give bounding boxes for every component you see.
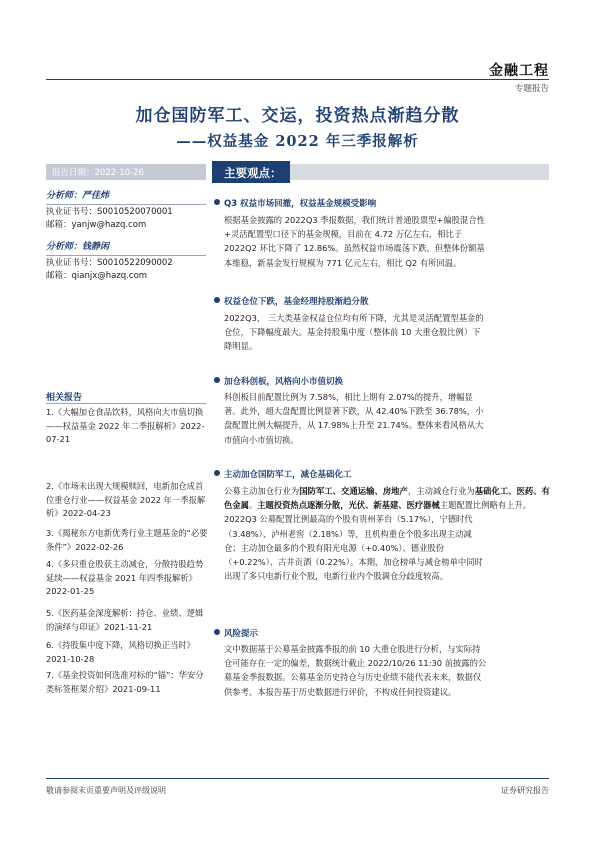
- body-line: 供参考。本报告基于历史数据进行评价，不构成任何投资建议。: [224, 686, 457, 697]
- body-line: 仓；主动加仓最多的个股有阳光电源（+0.40%）、德业股份: [224, 542, 444, 553]
- report-subtitle: ——权益基金 2022 年三季报解析: [176, 133, 419, 150]
- key-points-heading: [212, 161, 290, 183]
- bullet-icon: [214, 199, 220, 205]
- key-points-label: 主要观点：: [224, 166, 282, 180]
- section-heading-text: Q3 权益市场回撤，权益基金规模受影响: [224, 199, 377, 209]
- related-reports-title: 相关报告: [46, 393, 83, 403]
- body-line: 募基金季报数据。公募基金历史持仓与历史业绩不能代表未来，数据仅: [224, 672, 482, 683]
- body-line: 市值向小市值切换。: [224, 434, 299, 445]
- body-line: 盘配置比例大幅提升，从 17.98%上升至 21.74%。整体来看风格从大: [224, 420, 484, 431]
- brand-label: 金融工程: [489, 63, 549, 79]
- section-heading-text: 主动加仓国防军工，减仓基础化工: [224, 470, 352, 480]
- body-text: 公募主动加仓行业为: [224, 486, 300, 496]
- bullet-icon: [214, 297, 220, 303]
- date-bar: [46, 164, 206, 180]
- report-title: 加仓国防军工、交运，投资热点渐趋分散: [135, 106, 460, 126]
- body-line: 文中数据基于公募基金披露季报的前 10 大重仓股进行分析，与实际持: [224, 644, 481, 654]
- body-line: 本维稳，新基金发行规模为 771 亿元左右，相比 Q2 有所回温。: [224, 257, 462, 268]
- related-report-item[interactable]: 2.《市场未出现大规模赎回，电新加仓成首位重仓行业——权益基金 2022 年一季报解析》2022-04-23: [46, 481, 206, 519]
- bullet-icon: [214, 470, 220, 476]
- body-text: 。: [248, 500, 258, 511]
- analyst-name: 分析师：严佳炜: [46, 191, 110, 201]
- body-line: （+0.22%）、古井贡酒（0.22%）。本期，加仓榜单与减仓榜单中同时: [224, 557, 483, 568]
- analyst-divider: [46, 204, 206, 205]
- body-text: ，主动减仓行业为: [407, 486, 475, 496]
- body-line: 根据基金披露的 2022Q3 季报数据，我们统计普通股票型+偏股混合性: [224, 215, 485, 225]
- section-body: [224, 390, 550, 447]
- section-heading-text: 权益仓位下跌，基金经理持股渐趋分散: [224, 297, 369, 307]
- body-line: 仓位，下降幅度最大。基金持股集中度（整体前 10 大重仓股比例）下: [224, 327, 481, 338]
- related-report-item[interactable]: 7.《基金投资如何选准对标的“锚”：华安分类标签框架介绍》2021-09-11: [46, 670, 204, 694]
- body-line: 2022Q3 公募配置比例最高的个股有贵州茅台（5.17%），宁德时代: [224, 514, 473, 525]
- body-line: 2022Q2 环比下降了 12.86%。虽然权益市场震荡下跌，但整体份额基: [224, 243, 485, 254]
- analyst-email[interactable]: 邮箱：yanjw@hazq.com: [46, 220, 147, 230]
- footer-disclaimer[interactable]: 敬请参阅末页重要声明及评级说明: [46, 786, 166, 795]
- related-reports-divider: [46, 403, 206, 404]
- bullet-icon: [214, 629, 220, 635]
- footer-label: 证券研究报告: [501, 786, 549, 795]
- analyst-block-1: [46, 190, 206, 203]
- body-text: 主题配置比例略有上升。: [439, 500, 532, 511]
- analyst-cert: 执业证书号：S0010522090002: [46, 258, 173, 268]
- section-body: [224, 484, 550, 583]
- body-line: 降明显。: [224, 341, 258, 352]
- related-report-item[interactable]: 1.《大幅加仓食品饮料，风格向大市值切换——权益基金 2022 年二季报解析》2022-07-21: [46, 407, 205, 445]
- analyst-name: 分析师：钱静闲: [46, 242, 110, 252]
- section-body: [224, 311, 550, 354]
- section-heading: [214, 468, 352, 480]
- body-text-bold: 基础化工、医药、有色金属: [224, 486, 550, 511]
- related-report-item[interactable]: 5.《医药基金深度解析：持仓、业绩、逻辑的演绎与印证》2021-11-21: [46, 608, 204, 632]
- related-report-item[interactable]: 4.《多只重仓股获主动减仓，分散持股趋势延续——权益基金 2021 年四季报解析》2022-01-25: [46, 559, 204, 597]
- body-line: 著。此外，超大盘配置比例显著下跌，从 42.40%下跌至 36.78%，小: [224, 406, 484, 417]
- header-divider: [46, 79, 549, 80]
- analyst-cert: 执业证书号：S0010520070001: [46, 207, 173, 217]
- body-paragraph: [224, 484, 550, 512]
- related-report-item[interactable]: 3.《揭秘东方电新优秀行业主题基金的“必要条件”》2022-02-26: [46, 528, 208, 552]
- body-line: （3.48%）、泸州老窖（2.18%）等，且机构重仓个股多出现主动减: [224, 528, 472, 539]
- section-body: [224, 213, 550, 270]
- body-text-bold: 国防军工、交通运输、房地产: [299, 486, 408, 496]
- body-text-bold: 主题投资热点逐渐分散，光伏、新基建、医疗器械: [257, 500, 440, 511]
- section-heading: [214, 627, 258, 639]
- analyst-block-2: [46, 241, 206, 254]
- related-report-item[interactable]: 6.《持股集中度下降，风格切换正当时》2021-10-28: [46, 640, 195, 664]
- analyst-email[interactable]: 邮箱：qianjx@hazq.com: [46, 271, 148, 281]
- bullet-icon: [214, 377, 220, 383]
- section-heading-text: 风险提示: [224, 629, 259, 639]
- report-type: 专题报告: [514, 84, 549, 94]
- footer-divider: [46, 778, 549, 779]
- body-line: 出现了多只电新行业个股，电新行业内个股调仓分歧度较高。: [224, 571, 449, 582]
- section-heading: [214, 375, 343, 387]
- body-line: 2022Q3， 三大类基金权益仓位均有所下降，尤其是灵活配置型基金的: [224, 313, 484, 323]
- body-line: 科创板目前配置比例为 7.58%，相比上期有 2.07%的提升，增幅显: [224, 392, 473, 402]
- section-heading: [214, 295, 369, 307]
- report-date: 报告日期：2022-10-26: [52, 168, 144, 178]
- section-heading: [214, 197, 376, 209]
- body-line: 仓可能存在一定的偏差，数据统计截止 2022/10/26 11:30 前披露的公: [224, 658, 487, 669]
- analyst-divider: [46, 255, 206, 256]
- section-heading-text: 加仓科创板，风格向小市值切换: [224, 377, 344, 387]
- section-body: [224, 642, 550, 699]
- body-line: +灵活配置型口径下的基金规模，目前在 4.72 万亿左右，相比于: [224, 229, 463, 240]
